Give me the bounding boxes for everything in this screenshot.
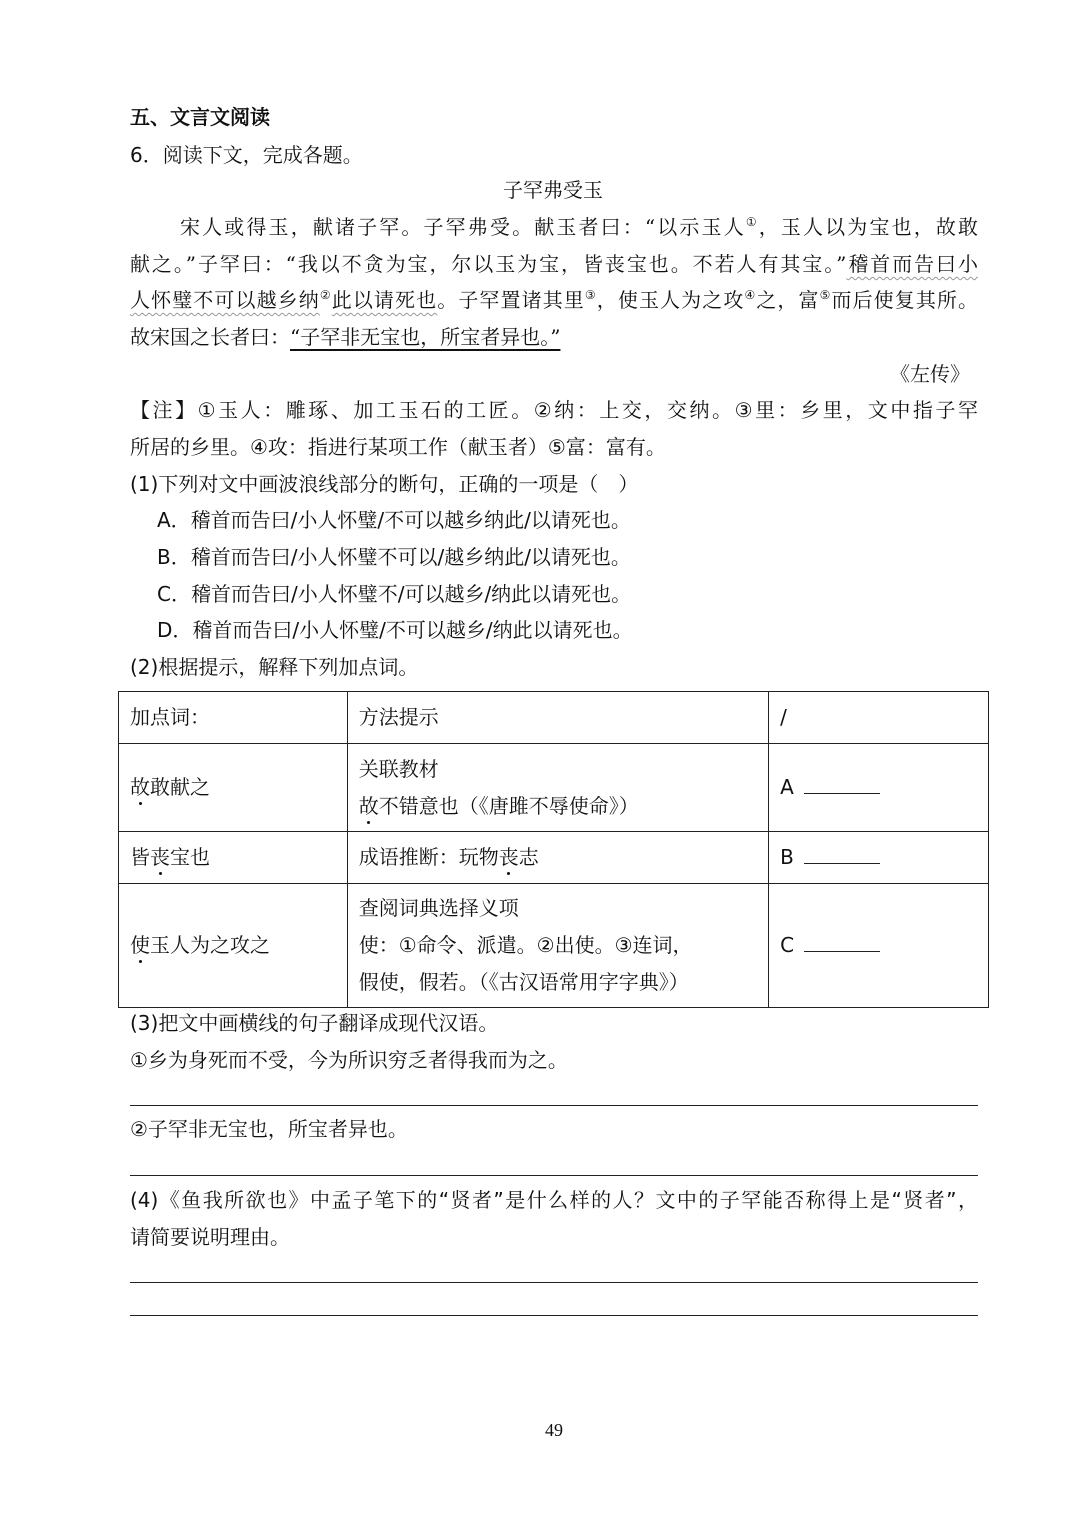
passage-source: 《左传》 xyxy=(890,362,970,386)
header-answer: / xyxy=(769,692,989,744)
table-row xyxy=(119,884,989,1008)
underlined-sentence: “子罕非无宝也，所宝者异也。” xyxy=(290,325,561,349)
dotted-char: 使 xyxy=(130,933,150,957)
text: 玉人为之攻之 xyxy=(150,933,270,957)
text: ，使玉人为之攻 xyxy=(596,288,745,312)
text: 献之。”子罕曰：“我以不贪为宝，尔以玉为宝，皆丧宝也。不若人有其宝。” xyxy=(130,252,847,276)
q3-sentence-1: ①乡为身死而不受，今为所识穷乏者得我而为之。 xyxy=(130,1048,568,1072)
footnote-ref: ③ xyxy=(584,288,597,302)
answer-line[interactable] xyxy=(130,1282,978,1283)
notes-line-1: 【注】①玉人：雕琢、加工玉石的工匠。②纳：上交，交纳。③里：乡里，文中指子罕 xyxy=(130,398,978,422)
wavy-underlined-text: 人怀璧不可以越乡纳 xyxy=(130,288,320,312)
q4-line-2: 请简要说明理由。 xyxy=(130,1225,290,1249)
passage-line-1 xyxy=(130,214,978,240)
passage-line-3 xyxy=(130,287,978,313)
table-row xyxy=(119,832,989,884)
text: 查阅词典选择义项 xyxy=(358,896,519,920)
answer-cell xyxy=(769,884,989,1008)
text: 敢献之 xyxy=(150,775,210,799)
wavy-underlined-text: 稽首而告曰小 xyxy=(846,252,978,276)
word-cell xyxy=(119,832,348,884)
q3-sentence-2: ②子罕非无宝也，所宝者异也。 xyxy=(130,1117,408,1141)
answer-cell xyxy=(769,744,989,832)
text: 使：①命令、派遣。②出使。③连词， xyxy=(358,933,693,957)
page-number: 49 xyxy=(545,1420,563,1440)
q1-stem: (1)下列对文中画波浪线部分的断句，正确的一项是（ ） xyxy=(130,472,639,496)
answer-line[interactable] xyxy=(130,1175,978,1176)
text: 宋人或得玉，献诸子罕。子罕弗受。献玉者曰：“以示玉人 xyxy=(180,215,746,239)
text: 志 xyxy=(518,845,539,869)
text: 成语推断：玩物 xyxy=(358,845,499,869)
section-title: 五、文言文阅读 xyxy=(130,105,270,129)
word-cell xyxy=(119,884,348,1008)
q2-stem: (2)根据提示，解释下列加点词。 xyxy=(130,655,419,679)
passage-title: 子罕弗受玉 xyxy=(503,178,603,202)
answer-blank-c[interactable] xyxy=(804,931,880,952)
footnote-ref: ① xyxy=(745,215,759,229)
text: 故宋国之长者曰： xyxy=(130,325,290,349)
hint-cell xyxy=(347,744,768,832)
footnote-ref: ④ xyxy=(744,288,757,302)
passage-line-4 xyxy=(130,324,560,350)
text: 宝也 xyxy=(170,845,210,869)
word-cell xyxy=(119,744,348,832)
hint-cell xyxy=(347,884,768,1008)
text: 假使，假若。（《古汉语常用字字典》） xyxy=(358,970,689,994)
dotted-char: 丧 xyxy=(498,845,519,869)
wavy-underlined-text: 此以请死也 xyxy=(331,288,438,312)
q4-line-1: (4)《鱼我所欲也》中孟子笔下的“贤者”是什么样的人？文中的子罕能否称得上是“贤者”， xyxy=(130,1188,978,1212)
dotted-char: 故 xyxy=(130,775,150,799)
text: 。子罕置诸其里 xyxy=(437,288,585,312)
answer-label: C xyxy=(780,933,795,957)
hint-cell xyxy=(347,832,768,884)
table-header-row xyxy=(119,692,989,744)
text: 不错意也（《唐雎不辱使命》） xyxy=(378,793,639,818)
q2-table xyxy=(118,691,989,1008)
answer-blank-a[interactable] xyxy=(804,773,880,794)
dotted-char: 丧 xyxy=(150,845,170,869)
header-word: 加点词： xyxy=(119,692,348,744)
header-hint: 方法提示 xyxy=(347,692,768,744)
q1-option-b[interactable]: B．稽首而告曰/小人怀璧不可以/越乡纳此/以请死也。 xyxy=(157,545,631,569)
answer-blank-b[interactable] xyxy=(804,843,880,864)
q1-option-a[interactable]: A．稽首而告曰/小人怀璧/不可以越乡纳此/以请死也。 xyxy=(157,508,631,532)
q3-stem: (3)把文中画横线的句子翻译成现代汉语。 xyxy=(130,1011,499,1035)
dotted-char: 故 xyxy=(358,793,379,818)
notes-line-2: 所居的乡里。④攻：指进行某项工作（献玉者）⑤富：富有。 xyxy=(130,435,666,459)
q1-option-d[interactable]: D．稽首而告曰/小人怀璧/不可以越乡/纳此以请死也。 xyxy=(157,618,633,642)
text: 皆 xyxy=(130,845,150,869)
passage-line-2 xyxy=(130,251,978,277)
answer-label: B xyxy=(780,845,794,869)
table-row xyxy=(119,744,989,832)
footnote-ref: ② xyxy=(319,288,332,302)
answer-line[interactable] xyxy=(130,1315,978,1316)
answer-label: A xyxy=(780,775,794,799)
question-intro: 6．阅读下文，完成各题。 xyxy=(130,143,363,167)
answer-cell xyxy=(769,832,989,884)
q1-option-c[interactable]: C．稽首而告曰/小人怀璧不/可以越乡/纳此以请死也。 xyxy=(157,582,632,606)
text: 关联教材 xyxy=(358,756,439,781)
answer-line[interactable] xyxy=(130,1105,978,1106)
text: ，玉人以为宝也，故敢 xyxy=(758,215,978,239)
footnote-ref: ⑤ xyxy=(819,288,832,302)
text: 之，富 xyxy=(756,288,820,312)
text: 而后使复其所。 xyxy=(831,288,979,312)
